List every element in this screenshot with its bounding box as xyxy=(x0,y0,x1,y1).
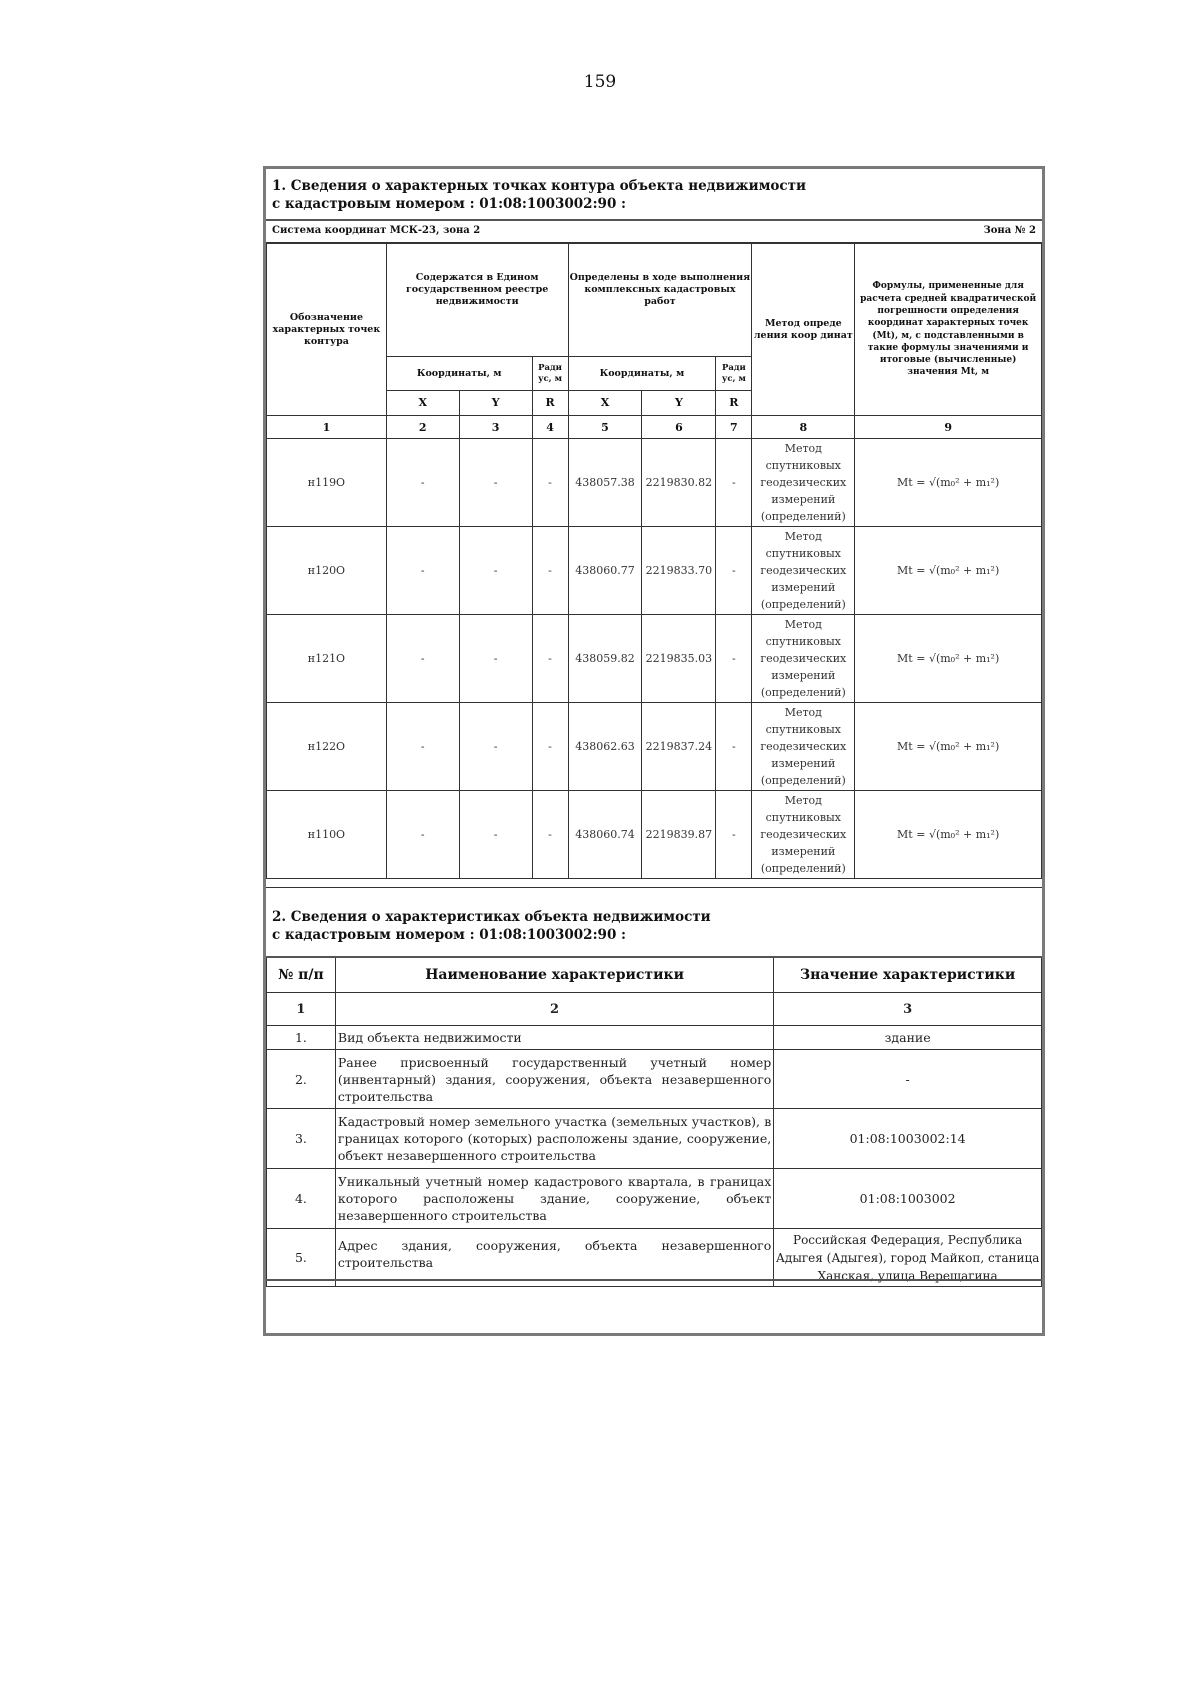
table-row xyxy=(267,615,1042,703)
radius-cell: - xyxy=(716,439,752,527)
y-egrn-cell: - xyxy=(459,615,532,703)
coordinate-system-label: Система координат МСК-23, зона 2 xyxy=(272,225,481,236)
characteristic-name: Вид объекта недвижимости xyxy=(335,1026,773,1050)
table-row xyxy=(267,1109,1042,1169)
radius-cell: - xyxy=(716,615,752,703)
x-egrn-cell: - xyxy=(386,791,459,879)
r-egrn-cell: - xyxy=(532,527,568,615)
document-frame xyxy=(263,166,1045,1336)
column-number: 4 xyxy=(532,416,568,439)
x-egrn-cell: - xyxy=(386,439,459,527)
header-name: Наименование характеристики xyxy=(335,957,773,993)
page-number: 159 xyxy=(583,72,617,92)
y-coordinate: 2219837.24 xyxy=(642,703,716,791)
header-formulas: Формулы, примененные для расчета средней квадратической погрешности определения координат характерных точек (Mt), м, с подставленными в такие формулы значениями и итоговые (вычисленные) значения Mt, м xyxy=(855,244,1042,416)
characteristic-name: Адрес здания, сооружения, объекта незавершенного строительства xyxy=(335,1229,773,1287)
characteristic-value: здание xyxy=(774,1026,1042,1050)
row-number: 3. xyxy=(267,1109,336,1169)
formula-cell: Mt = √(m₀² + m₁²) xyxy=(855,439,1042,527)
x-coordinate: 438062.63 xyxy=(568,703,642,791)
formula-cell: Mt = √(m₀² + m₁²) xyxy=(855,615,1042,703)
column-number: 3 xyxy=(774,993,1042,1026)
y-egrn-cell: - xyxy=(459,791,532,879)
point-designation: н119О xyxy=(267,439,387,527)
zone-label: Зона № 2 xyxy=(983,225,1036,236)
table-row xyxy=(267,1169,1042,1229)
x-coordinate: 438060.74 xyxy=(568,791,642,879)
formula-cell: Mt = √(m₀² + m₁²) xyxy=(855,703,1042,791)
column-number: 7 xyxy=(716,416,752,439)
characteristic-value: 01:08:1003002 xyxy=(774,1169,1042,1229)
header-coords-egrn: Координаты, м xyxy=(386,357,532,391)
row-number: 5. xyxy=(267,1229,336,1287)
table-row xyxy=(267,791,1042,879)
column-number: 8 xyxy=(752,416,855,439)
header-x-egrn: X xyxy=(386,391,459,416)
characteristic-value: Российская Федерация, Республика Адыгея (Адыгея), город Майкоп, станица Ханская, улица Верещагина xyxy=(774,1229,1042,1287)
header-value: Значение характеристики xyxy=(774,957,1042,993)
x-coordinate: 438060.77 xyxy=(568,527,642,615)
y-coordinate: 2219839.87 xyxy=(642,791,716,879)
column-number: 2 xyxy=(386,416,459,439)
column-number: 3 xyxy=(459,416,532,439)
formula-cell: Mt = √(m₀² + m₁²) xyxy=(855,527,1042,615)
y-egrn-cell: - xyxy=(459,703,532,791)
method-cell: Метод спутниковых геодезических измерений (определений) xyxy=(752,615,855,703)
header-egrn: Содержатся в Едином государственном реестре недвижимости xyxy=(386,244,568,357)
table-row xyxy=(267,1229,1042,1287)
section1-title-line2: с кадастровым номером : 01:08:1003002:90 : xyxy=(272,196,627,212)
point-designation: н110О xyxy=(267,791,387,879)
header-r-kkr: R xyxy=(716,391,752,416)
x-coordinate: 438057.38 xyxy=(568,439,642,527)
header-method: Метод опреде ления коор динат xyxy=(752,244,855,416)
characteristic-name: Кадастровый номер земельного участка (земельных участков), в границах которого (которых) расположены здание, сооружение, объект незавершенного строительства xyxy=(335,1109,773,1169)
radius-cell: - xyxy=(716,703,752,791)
column-number-row xyxy=(267,416,1042,439)
row-number: 2. xyxy=(267,1050,336,1109)
header-x-kkr: X xyxy=(568,391,642,416)
r-egrn-cell: - xyxy=(532,439,568,527)
method-cell: Метод спутниковых геодезических измерений (определений) xyxy=(752,703,855,791)
y-egrn-cell: - xyxy=(459,527,532,615)
y-coordinate: 2219830.82 xyxy=(642,439,716,527)
r-egrn-cell: - xyxy=(532,791,568,879)
point-designation: н120О xyxy=(267,527,387,615)
column-number: 6 xyxy=(642,416,716,439)
y-egrn-cell: - xyxy=(459,439,532,527)
row-number: 4. xyxy=(267,1169,336,1229)
column-number: 2 xyxy=(335,993,773,1026)
radius-cell: - xyxy=(716,527,752,615)
header-r-egrn: R xyxy=(532,391,568,416)
x-egrn-cell: - xyxy=(386,703,459,791)
table-row xyxy=(267,439,1042,527)
header-y-kkr: Y xyxy=(642,391,716,416)
x-coordinate: 438059.82 xyxy=(568,615,642,703)
column-number-row xyxy=(267,993,1042,1026)
x-egrn-cell: - xyxy=(386,615,459,703)
table-row xyxy=(267,1026,1042,1050)
radius-cell: - xyxy=(716,791,752,879)
r-egrn-cell: - xyxy=(532,615,568,703)
characteristic-name: Уникальный учетный номер кадастрового квартала, в границах которого расположены здание, сооружение, объект незавершенного строительства xyxy=(335,1169,773,1229)
header-radius-kkr: Ради ус, м xyxy=(716,357,752,391)
header-num: № п/п xyxy=(267,957,336,993)
section2-title-line1: 2. Сведения о характеристиках объекта недвижимости xyxy=(272,909,711,925)
r-egrn-cell: - xyxy=(532,703,568,791)
characteristic-name: Ранее присвоенный государственный учетный номер (инвентарный) здания, сооружения, объекта незавершенного строительства xyxy=(335,1050,773,1109)
column-number: 1 xyxy=(267,416,387,439)
section2-title-line2: с кадастровым номером : 01:08:1003002:90 : xyxy=(272,927,627,943)
section1-title-line1: 1. Сведения о характерных точках контура объекта недвижимости xyxy=(272,178,807,194)
table-row xyxy=(267,703,1042,791)
header-designation: Обозначение характерных точек контура xyxy=(267,244,387,416)
formula-cell: Mt = √(m₀² + m₁²) xyxy=(855,791,1042,879)
header-y-egrn: Y xyxy=(459,391,532,416)
method-cell: Метод спутниковых геодезических измерений (определений) xyxy=(752,527,855,615)
header-coords-kkr: Координаты, м xyxy=(568,357,716,391)
section2-title xyxy=(266,887,1042,957)
point-designation: н122О xyxy=(267,703,387,791)
characteristic-value: - xyxy=(774,1050,1042,1109)
characteristic-value: 01:08:1003002:14 xyxy=(774,1109,1042,1169)
points-table xyxy=(266,243,1042,879)
column-number: 5 xyxy=(568,416,642,439)
y-coordinate: 2219835.03 xyxy=(642,615,716,703)
row-number: 1. xyxy=(267,1026,336,1050)
header-kkr: Определены в ходе выполнения комплексных кадастровых работ xyxy=(568,244,752,357)
column-number: 9 xyxy=(855,416,1042,439)
header-radius-egrn: Ради ус, м xyxy=(532,357,568,391)
y-coordinate: 2219833.70 xyxy=(642,527,716,615)
table-row xyxy=(267,1050,1042,1109)
method-cell: Метод спутниковых геодезических измерений (определений) xyxy=(752,439,855,527)
point-designation: н121О xyxy=(267,615,387,703)
table-row xyxy=(267,527,1042,615)
section1-title xyxy=(266,169,1042,221)
empty-footer-row xyxy=(266,1279,1042,1335)
characteristics-table xyxy=(266,956,1042,1287)
x-egrn-cell: - xyxy=(386,527,459,615)
coordinate-system-bar xyxy=(266,221,1042,243)
method-cell: Метод спутниковых геодезических измерений (определений) xyxy=(752,791,855,879)
column-number: 1 xyxy=(267,993,336,1026)
